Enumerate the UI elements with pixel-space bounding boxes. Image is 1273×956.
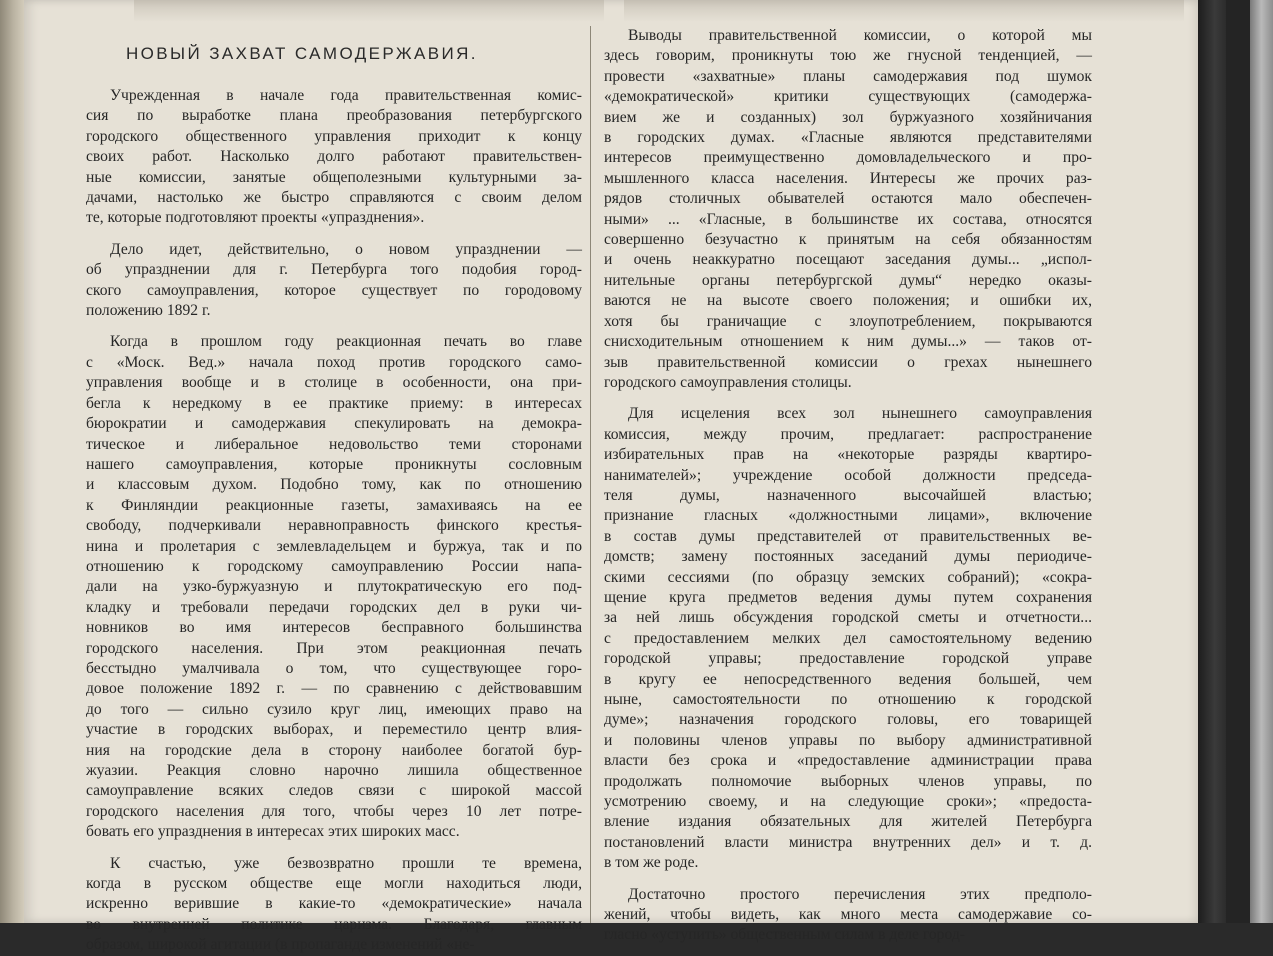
- text-line: в городских думах. «Гласные являются представителями: [604, 129, 1092, 147]
- text-line: те, которые подготовляют проекты «упразднения».: [86, 209, 425, 227]
- paragraph-gap: [604, 874, 1092, 885]
- article-title: НОВЫЙ ЗАХВАТ САМОДЕРЖАВИЯ.: [126, 44, 478, 63]
- text-line: бовать его упразднения в интересах этих широких масс.: [86, 823, 460, 841]
- text-line: в состав думы представителей от правительственных ве-: [604, 527, 1092, 545]
- text-line: своих работ. Насколько долго работают правительствен-: [86, 148, 582, 166]
- text-line: ные комиссии, занятые общеполезными культурными за-: [86, 168, 582, 186]
- text-line: ваются не на высоте своего положения; и ошибки их,: [604, 292, 1092, 310]
- text-line: постановлений власти министра внутренних дел» и т. д.: [604, 833, 1092, 851]
- text-line: в кругу ее непосредственного ведения большей, чем: [604, 670, 1092, 688]
- text-line: Для исцеления всех зол нынешнего самоуправления: [628, 405, 1092, 423]
- text-line: нина и пролетария с землевладельцем и буржуа, так и по: [86, 537, 582, 555]
- text-line: городского общественного управления приходит к концу: [86, 127, 582, 145]
- text-line: новников во имя интересов бесправного большинства: [86, 619, 582, 637]
- text-line: рядов столичных обывателей остаются мало обеспечен-: [604, 190, 1092, 208]
- paragraph: [86, 86, 582, 229]
- paragraph: [86, 854, 582, 956]
- text-line: городского населения для того, чтобы через 10 лет потре-: [86, 802, 582, 820]
- left-text-column: [86, 86, 582, 956]
- text-line: провести «захватные» планы самодержавия под шумок: [604, 67, 1092, 85]
- paragraph-gap: [86, 843, 582, 854]
- text-line: бегла к нередкому в ее практике приему: в интересах: [86, 394, 582, 412]
- text-line: отношению к городскому самоуправлению России напа-: [86, 557, 582, 575]
- text-line: городского населения. При этом реакционная печать: [86, 639, 582, 657]
- text-line: за ней лишь обсуждения городской сметы и отчетности...: [604, 609, 1092, 627]
- text-line: мышленного класса населения. Интересы же прочих раз-: [604, 169, 1092, 187]
- text-line: щение круга предметов ведения думы путем сохранения: [604, 588, 1092, 606]
- paragraph: [604, 26, 1092, 393]
- text-line: вление издания обязательных для жителей Петербурга: [604, 813, 1092, 831]
- text-line: управления вообще и в столице в особенности, она при-: [86, 374, 582, 392]
- text-line: Достаточно простого перечисления этих предполо-: [628, 885, 1092, 903]
- text-line: бесстыдно умалчивала о том, что существующее горо-: [86, 659, 582, 677]
- text-line: комиссия, между прочим, предлагает: распространение: [604, 425, 1092, 443]
- text-line: хотя бы граничащие с злоупотреблением, покрываются: [604, 312, 1092, 330]
- text-line: скими сессиями (по образцу земских собраний); «сокра-: [604, 568, 1092, 586]
- previous-page-bleed-left: [134, 0, 604, 22]
- text-line: совершенно безучастно к принятым на себя обязанностям: [604, 231, 1092, 249]
- text-line: признание гласных «должностными лицами», включение: [604, 507, 1092, 525]
- text-line: об упразднении для г. Петербурга того подобия город-: [86, 261, 582, 279]
- paragraph-gap: [86, 321, 582, 332]
- text-line: «демократической» критики существующих (самодержа-: [604, 88, 1092, 106]
- text-line: усмотрению своему, и на следующие сроки»; «предоста-: [604, 793, 1092, 811]
- text-line: дали на узко-буржуазную и плутократическую его под-: [86, 578, 582, 596]
- text-line: гласно «уступить» общественным силам в деле город-: [604, 926, 965, 944]
- text-line: Выводы правительственной комиссии, о которой мы: [628, 27, 1092, 44]
- paragraph: [86, 240, 582, 322]
- text-line: до того — сильно сузило круг лиц, имеющих право на: [86, 700, 582, 718]
- paragraph-gap: [86, 229, 582, 240]
- paragraph: [86, 332, 582, 842]
- text-line: бюрократии и самодержавия спекулировать на демокра-: [86, 415, 582, 433]
- text-line: и классовым духом. Подобно тому, как по отношению: [86, 476, 582, 494]
- text-line: городского самоуправления столицы.: [604, 373, 852, 391]
- binding-strip: [1250, 0, 1273, 923]
- text-line: К счастью, уже безвозвратно прошли те времена,: [110, 854, 582, 872]
- text-line: ныне, самостоятельности по отношению к городской: [604, 691, 1092, 708]
- paragraph-gap: [604, 393, 1092, 404]
- text-line: снисходительным отношением к ним думы...» — таков от-: [604, 333, 1092, 351]
- text-line: Когда в прошлом году реакционная печать во главе: [110, 333, 582, 351]
- text-line: дачами, настолько же быстро справляются с своим делом: [86, 189, 582, 207]
- previous-page-bleed-right: [624, 0, 1184, 22]
- text-line: к Финляндии реакционные газеты, замахиваясь на ее: [86, 496, 582, 514]
- column-divider: [590, 26, 591, 923]
- text-line: искренно верившие в какие-то «демократические» начала: [86, 895, 582, 913]
- text-line: продолжать полномочие выборных членов управы, по: [604, 772, 1092, 790]
- text-line: и очень неаккуратно посещают заседания думы... „испол-: [604, 251, 1092, 269]
- binding-shadow: [1198, 0, 1226, 923]
- text-line: здесь говорим, проникнуты тою же гнусной тенденцией, —: [604, 47, 1092, 65]
- text-line: думе»; назначения городского головы, его товарищей: [604, 711, 1092, 729]
- text-line: участие в городских выборах, и переместило центр влия-: [86, 721, 582, 739]
- text-line: Дело идет, действительно, о новом упразднении —: [110, 240, 582, 258]
- right-text-column: [604, 26, 1092, 946]
- text-line: жуазии. Реакция словно нарочно лишила общественное: [86, 762, 582, 779]
- text-line: домств; замену постоянных заседаний думы периодиче-: [604, 548, 1092, 566]
- text-line: городской управы; предоставление городской управе: [604, 650, 1092, 668]
- text-line: самоуправление всяких следов связи с широкой массой: [86, 782, 582, 800]
- text-line: тическое и либеральное недовольство теми сторонами: [86, 435, 582, 453]
- text-line: ского самоуправления, которое существует по городовому: [86, 281, 582, 299]
- text-line: нанимателей»; учреждение особой должности председа-: [604, 466, 1092, 484]
- text-line: довое положение 1892 г. — по сравнению с действовавшим: [86, 680, 582, 698]
- text-line: когда в русском обществе еще могли находиться люди,: [86, 875, 582, 893]
- text-line: интересов преимущественно домовладельческого и про-: [604, 149, 1092, 167]
- text-line: Учрежденная в начале года правительственная комис-: [110, 87, 582, 104]
- text-line: в том же роде.: [604, 854, 699, 872]
- text-line: теля думы, назначенного высочайшей властью;: [604, 486, 1092, 504]
- text-line: свободу, подчеркивали неравноправность финского крестья-: [86, 517, 582, 535]
- text-line: зыв правительственной комиссии о грехах нынешнего: [604, 353, 1092, 371]
- text-line: с «Моск. Вед.» начала поход против городского само-: [86, 353, 582, 371]
- paragraph: [604, 404, 1092, 873]
- paragraph: [604, 885, 1092, 946]
- text-line: ными» ... «Гласные, в большинстве их состава, относятся: [604, 210, 1092, 228]
- text-line: жений, чтобы видеть, как много места самодержавие со-: [604, 906, 1092, 924]
- text-line: с предоставлением мелких дел самостоятельному ведению: [604, 629, 1092, 647]
- left-page-edge: [0, 0, 24, 923]
- text-line: образом, широкой агитации (в пропаганде изменений «не-: [86, 936, 475, 954]
- text-line: сия по выработке плана преобразования петербургского: [86, 107, 582, 125]
- text-line: во внутренней политике царизма. Благодаря, главным: [86, 915, 582, 933]
- text-line: положению 1892 г.: [86, 302, 211, 320]
- text-line: и половины членов управы по выбору административной: [604, 731, 1092, 749]
- text-line: нительные органы петербургской думы“ нередко оказы-: [604, 271, 1092, 289]
- text-line: избирательных прав на «некоторые разряды квартиро-: [604, 446, 1092, 464]
- text-line: вием же и созданных) зол буржуазного хозяйничания: [604, 108, 1092, 126]
- text-line: кладку и требовали передачи городских дел в руки чи-: [86, 598, 582, 616]
- text-line: нашего самоуправления, которые проникнуты сословным: [86, 455, 582, 473]
- text-line: ния на городские дела в сторону наиболее богатой бур-: [86, 741, 582, 759]
- book-binding-edge: [1198, 0, 1273, 923]
- text-line: власти без срока и «предоставление администрации права: [604, 752, 1092, 770]
